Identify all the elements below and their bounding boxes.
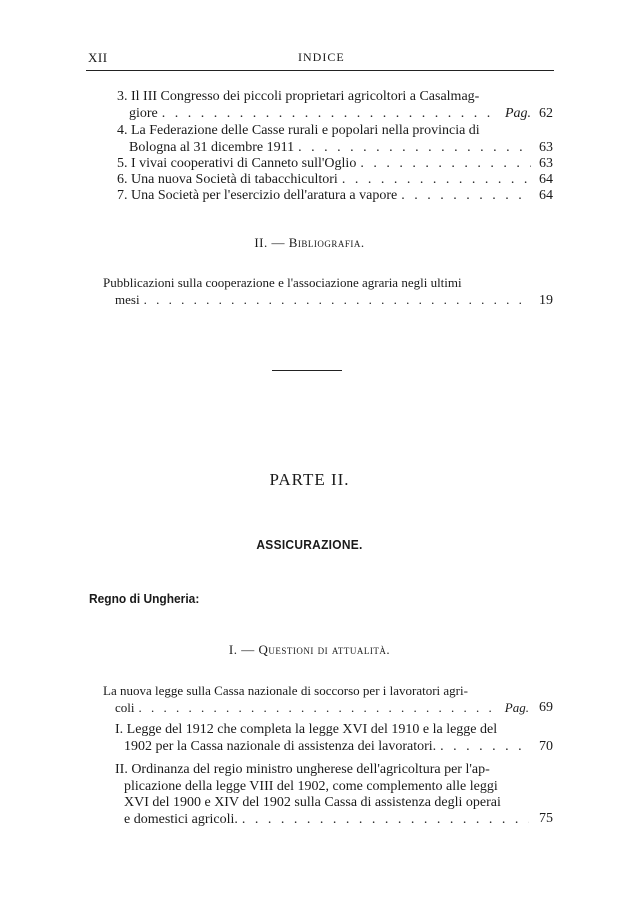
running-title: INDICE: [298, 50, 345, 64]
entry-line: 5. I vivai cooperativi di Canneto sull'Oglio: [117, 156, 357, 171]
leader-dots: [139, 700, 499, 717]
entry-line: 6. Una nuova Società di tabacchicultori: [117, 172, 338, 187]
section-heading: [0, 642, 619, 658]
toc-entry: [103, 683, 529, 716]
toc-entry: [117, 188, 531, 205]
leader-dots: [298, 140, 531, 157]
leader-dots: [242, 812, 529, 829]
toc-entry: [103, 722, 529, 755]
questioni-heading: I. — Questioni di attualità.: [228, 642, 391, 657]
entry-page-number: 64: [539, 172, 553, 187]
entry-line: II. Ordinanza del regio ministro ungherese dell'agricoltura per l'ap-: [115, 762, 490, 777]
entry-page-number: 62: [539, 106, 553, 121]
entry-line: 4. La Federazione delle Casse rurali e popolari nella provincia di: [117, 123, 480, 138]
toc-entry: [103, 762, 529, 828]
leader-dots: [162, 106, 499, 123]
toc-entry: [103, 275, 529, 308]
entry-page-number: 63: [539, 140, 553, 155]
bibliografia-heading: II. — Bibliografia.: [254, 235, 365, 250]
section-heading: [0, 235, 619, 251]
entry-line: I. Legge del 1912 che completa la legge XVI del 1910 e la legge del: [115, 722, 498, 737]
part-title: PARTE II.: [269, 470, 350, 489]
country-heading: Regno di Ungheria:: [89, 591, 200, 606]
leader-dots: [360, 156, 531, 173]
entry-line: La nuova legge sulla Cassa nazionale di soccorso per i lavoratori agri-: [103, 683, 468, 698]
entry-page-number: 64: [539, 188, 553, 203]
entry-line: 3. Il III Congresso dei piccoli proprietari agricoltori a Casalmag-: [117, 89, 480, 104]
entry-page-number: 19: [539, 293, 553, 308]
entry-page-number: 69: [539, 700, 553, 715]
toc-entry: [117, 156, 531, 173]
entry-line: e domestici agricoli.: [124, 811, 238, 827]
entry-page-number: 63: [539, 156, 553, 171]
entry-line: mesi: [115, 291, 140, 307]
entry-page-number: 70: [539, 739, 553, 754]
leader-dots: [342, 172, 531, 189]
entry-line: plicazione della legge VIII del 1902, come complemento alle leggi: [124, 778, 498, 794]
toc-entry: [117, 172, 531, 189]
entry-line: Pubblicazioni sulla cooperazione e l'associazione agraria negli ultimi: [103, 275, 462, 290]
entry-line: coli: [115, 699, 135, 715]
entry-line: Bologna al 31 dicembre 1911: [129, 139, 295, 155]
section-divider: [272, 370, 342, 371]
pag-label: Pag.: [504, 699, 529, 715]
header-rule: [86, 70, 554, 71]
entry-line: 1902 per la Cassa nazionale di assistenza dei lavoratori.: [124, 738, 437, 754]
page-number-roman: XII: [88, 50, 108, 65]
leader-dots: [440, 739, 529, 756]
entry-line: giore: [129, 105, 158, 121]
leader-dots: [144, 292, 529, 309]
toc-entry: [117, 89, 531, 122]
part-subtitle: ASSICURAZIONE.: [256, 537, 363, 552]
pag-label: Pag.: [504, 105, 531, 121]
toc-entry: [117, 123, 531, 156]
entry-line: XVI del 1900 e XIV del 1902 sulla Cassa di assistenza degli operai: [124, 795, 501, 810]
leader-dots: [401, 188, 531, 205]
entry-page-number: 75: [539, 811, 553, 826]
entry-line: 7. Una Società per l'esercizio dell'aratura a vapore: [117, 188, 398, 203]
